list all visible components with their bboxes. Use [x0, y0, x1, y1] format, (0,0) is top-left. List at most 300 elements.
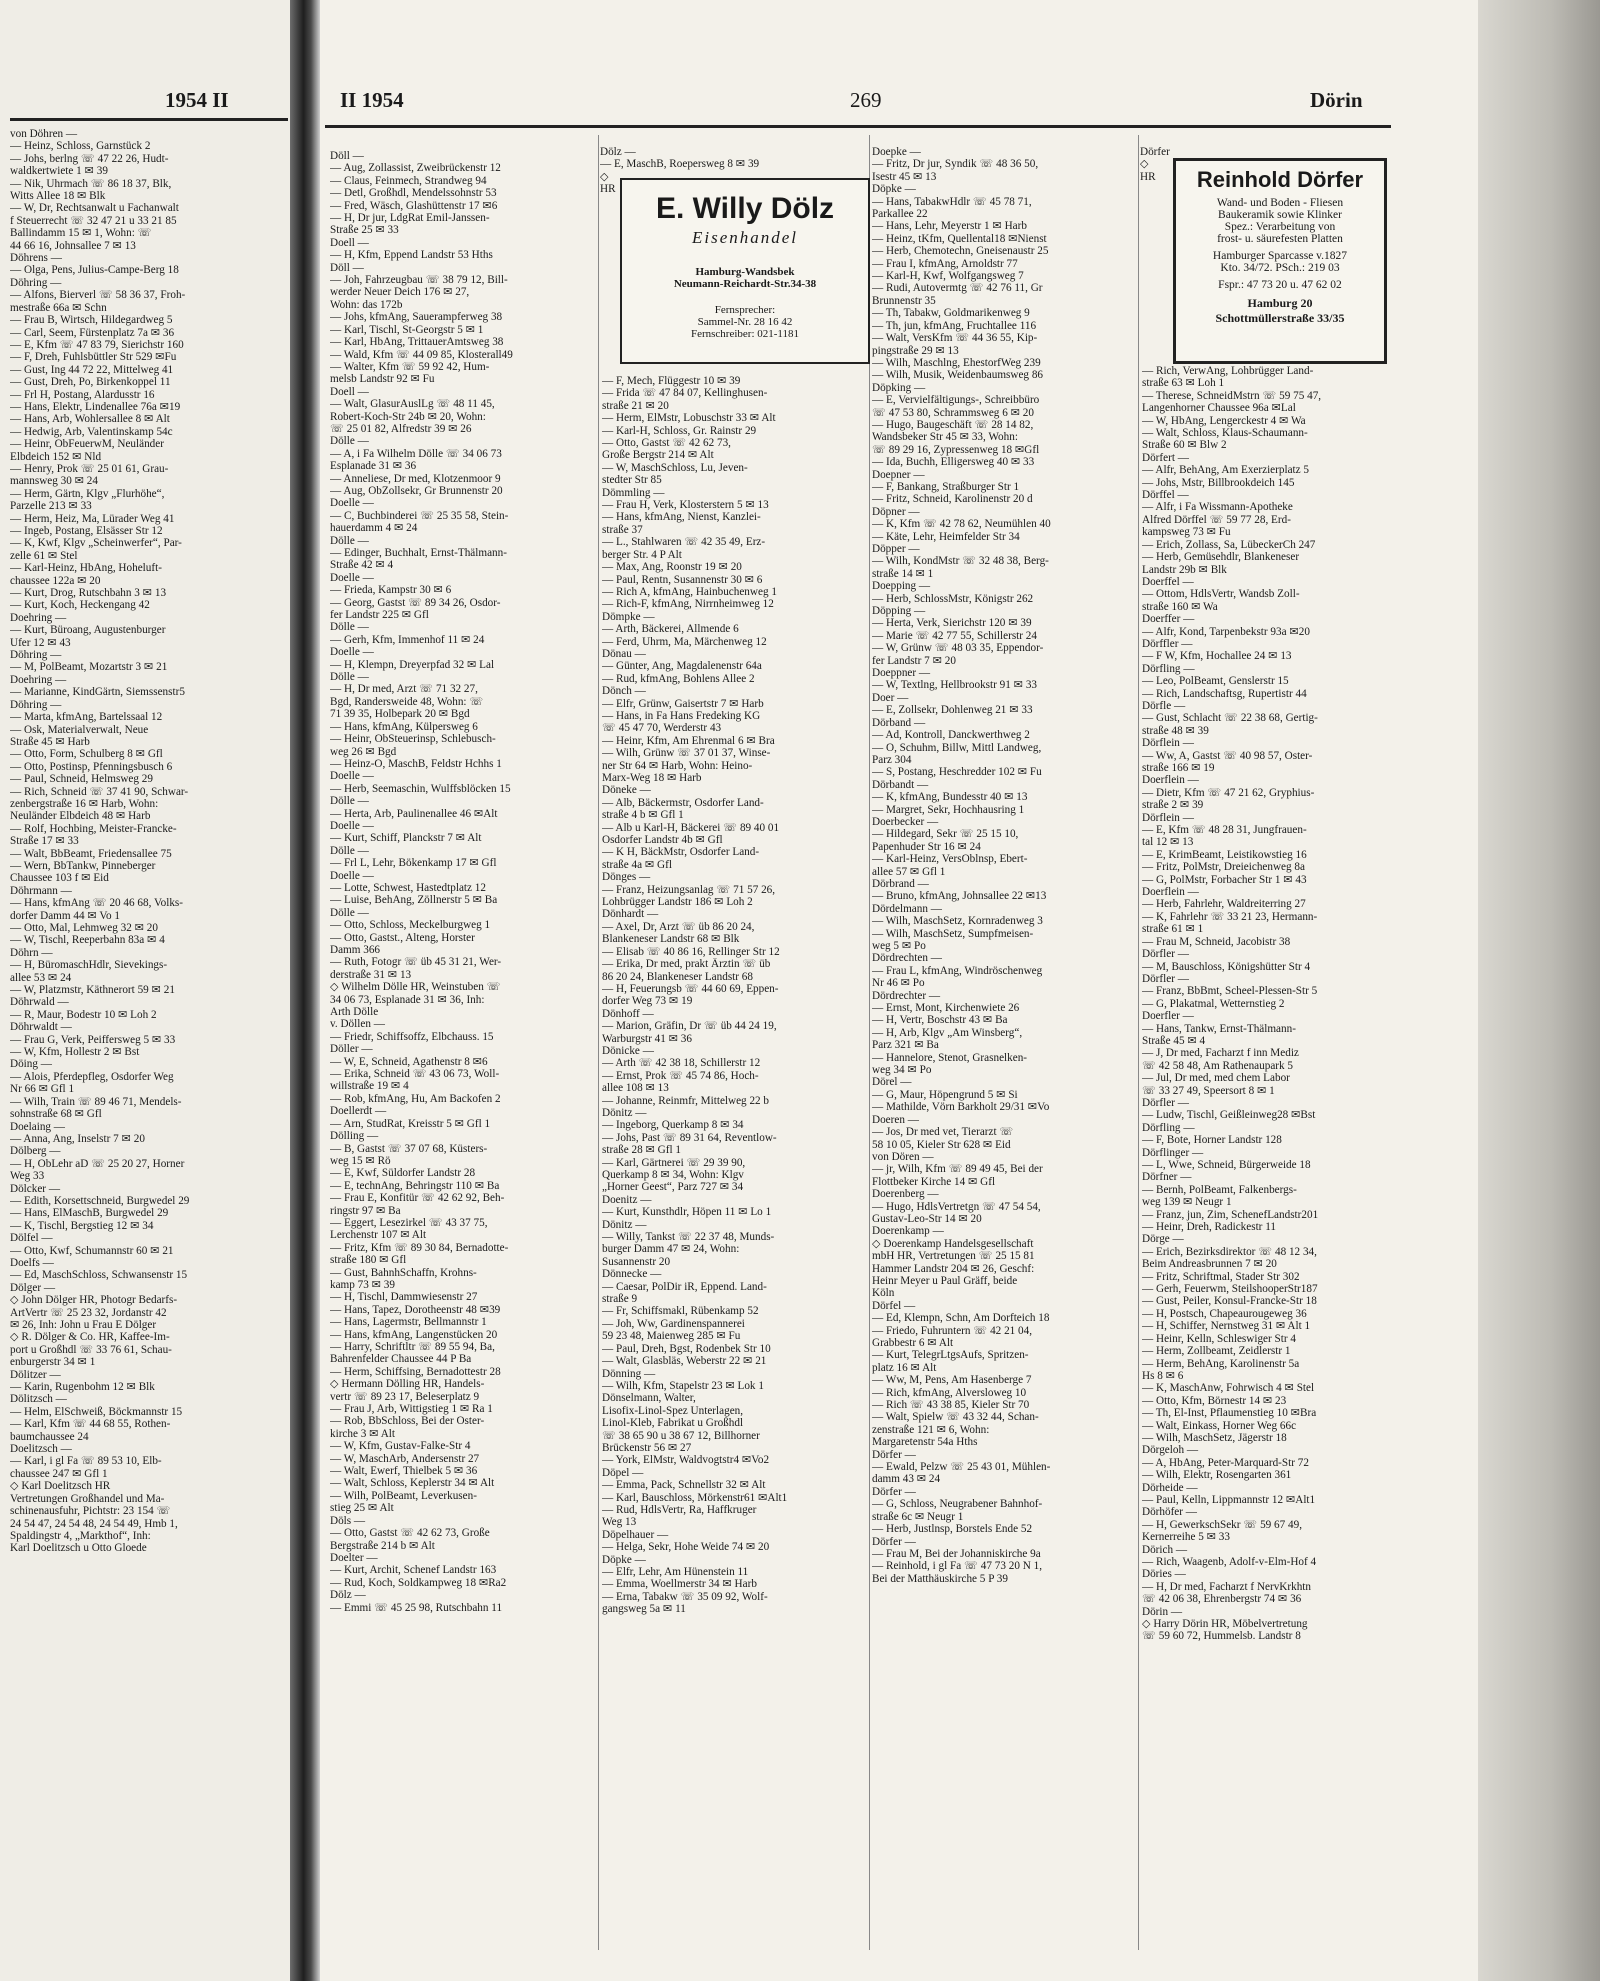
directory-entry-line: burger Damm 47 ✉ 24, Wohn: — [602, 1243, 740, 1256]
directory-entry-line: — Lotte, Schwest, Hastedtplatz 12 — [330, 881, 486, 894]
directory-entry-line: ☏ 25 01 82, Alfredstr 39 ✉ 26 — [330, 422, 472, 435]
directory-entry-line: — Walt, Schloss, Keplerstr 34 ✉ Alt — [330, 1477, 495, 1490]
right-running-head-left: II 1954 — [340, 88, 404, 112]
directory-entry-line: mestraße 66a ✉ Schn — [10, 301, 107, 314]
directory-entry-line: — K, Fahrlehr ☏ 33 21 23, Hermann- — [1142, 910, 1318, 923]
directory-entry-line: Nr 66 ✉ Gfl 1 — [10, 1083, 75, 1096]
directory-entry-line: — Hans, Lagermstr, Bellmannstr 1 — [330, 1316, 487, 1329]
ad-doerfer-street: Schottmüllerstraße 33/35 — [1215, 311, 1345, 325]
directory-entry-line: — Wilh, Elektr, Rosengarten 361 — [1142, 1469, 1292, 1482]
column-4-top — [1140, 146, 1170, 183]
directory-entry-line: — Karl, Kfm ☏ 44 68 55, Rothen- — [10, 1418, 171, 1431]
directory-entry-line: ☏ 45 47 70, Werderstr 43 — [602, 722, 722, 735]
directory-entry-line: Dörfert — — [1142, 451, 1189, 464]
directory-entry-line: — F, Dreh, Fuhlsbüttler Str 529 ✉Fu — [10, 351, 177, 364]
directory-entry-line: Döpelhauer — — [602, 1528, 669, 1541]
directory-entry-line: ☏ 42 58 48, Am Rathenaupark 5 — [1142, 1059, 1294, 1072]
directory-entry-line: — H, Vertr, Boschstr 43 ✉ Ba — [872, 1014, 1008, 1027]
directory-entry-line: Döll — — [330, 150, 364, 162]
directory-entry-line: — Frieda, Kampstr 30 ✉ 6 — [330, 584, 452, 597]
directory-entry-line: straße 166 ✉ 19 — [1142, 762, 1215, 774]
directory-entry-line: — Erika, Dr med, prakt Ärztin ☏ üb — [602, 958, 771, 971]
ad-doerfer-phone: Fspr.: 47 73 20 u. 47 62 02 — [1218, 279, 1342, 291]
directory-entry-line: — Herta, Arb, Paulinenallee 46 ✉Alt — [330, 807, 498, 820]
directory-entry-line: ◇ Hermann Dölling HR, Handels- — [330, 1378, 485, 1391]
directory-entry-line: ◇ R. Dölger & Co. HR, Kaffee-Im- — [10, 1331, 170, 1344]
directory-entry-line: Dörflinger — — [1142, 1146, 1204, 1159]
directory-entry-line: — Aug, Zollassist, Zweibrückenstr 12 — [330, 162, 501, 175]
directory-entry-line: weg 5 ✉ Po — [872, 940, 926, 952]
directory-entry-line: — Walt, BbBeamt, Friedensallee 75 — [10, 847, 172, 860]
directory-entry-line: — Otto, Kfm, Börnestr 14 ✉ 23 — [1142, 1394, 1287, 1407]
directory-entry-line: — Walt, Einkass, Horner Weg 66c — [1142, 1419, 1297, 1432]
directory-entry-line: Bgd, Randersweide 48, Wohn: ☏ — [330, 695, 484, 708]
directory-entry-line: straße 37 — [602, 523, 643, 536]
directory-entry-line: Straße 45 ✉ Harb — [10, 735, 90, 748]
directory-entry-line: Karl Doelitzsch u Otto Gloede — [10, 1542, 147, 1555]
directory-entry-line: — Fritz, PolMstr, Dreieichenweg 8a — [1142, 861, 1305, 874]
directory-entry-line: — Otto, Schloss, Meckelburgweg 1 — [330, 919, 491, 932]
directory-entry-line: Doelle — — [330, 869, 374, 882]
directory-entry-line: berger Str. 4 P Alt — [602, 548, 682, 561]
directory-entry-line: Döpke — — [872, 183, 916, 196]
directory-entry-line: 86 20 24, Blankeneser Landstr 68 — [602, 970, 753, 983]
directory-entry-line: — Hedwig, Arb, Valentinskamp 54c — [10, 425, 173, 438]
directory-entry-line: — Hans, ElMaschB, Burgwedel 29 — [10, 1207, 169, 1220]
directory-entry-line: straße 14 ✉ 1 — [872, 567, 934, 580]
directory-entry-line: — A, HbAng, Peter-Marquard-Str 72 — [1142, 1456, 1309, 1469]
column-2 — [602, 375, 870, 1616]
ad-doerfer-line3: Spez.: Verarbeitung von — [1224, 221, 1336, 233]
directory-entry-line: — Otto, Mal, Lehmweg 32 ✉ 20 — [10, 922, 158, 934]
directory-entry-line: — H, Tischl, Dammwiesenstr 27 — [330, 1291, 478, 1304]
directory-entry-line: — W, MaschSchloss, Lu, Jeven- — [602, 461, 748, 474]
directory-entry-line: straße 28 ✉ Gfl 1 — [602, 1144, 681, 1157]
directory-entry-line: — Herb, Fahrlehr, Waldreiterring 27 — [1142, 898, 1306, 911]
directory-entry-line: — Otto, Gastst., Alteng, Horster — [330, 931, 475, 944]
directory-entry-line: sohnstraße 68 ✉ Gfl — [10, 1108, 102, 1121]
directory-entry-line: Dönitz — — [602, 1218, 647, 1231]
directory-entry-line: Dölitzsch — — [10, 1393, 67, 1406]
directory-entry-line: Dörge — — [1142, 1233, 1184, 1246]
directory-entry-line: — Walter, Kfm ☏ 59 92 42, Hum- — [330, 360, 490, 373]
directory-entry-line: Döpking — — [872, 381, 926, 394]
directory-entry-line: — Herb, Seemaschin, Wulffsblöcken 15 — [330, 782, 511, 795]
directory-entry-line: — Nik, Uhrmach ☏ 86 18 37, Blk, — [10, 177, 172, 190]
directory-entry-line: Esplanade 31 ✉ 36 — [330, 460, 417, 473]
directory-entry-line: — Karl, Gärtnerei ☏ 29 39 90, — [602, 1156, 746, 1169]
directory-entry-line: Bergstraße 214 b ✉ Alt — [330, 1539, 435, 1552]
directory-entry-line: — Hugo, Baugeschäft ☏ 28 14 82, — [872, 418, 1034, 431]
directory-entry-line: — Joh, Fahrzeugbau ☏ 38 79 12, Bill- — [330, 274, 508, 287]
directory-entry-line: Dölitzer — — [10, 1368, 61, 1381]
directory-entry-line: Dölcker — — [10, 1182, 61, 1195]
directory-entry-line: Döhrwaldt — — [10, 1021, 72, 1034]
directory-entry-line: — Kurt, TelegrLtgsAufs, Spritzen- — [872, 1349, 1029, 1362]
directory-entry-line: — Erich, Zollass, Sa, LübeckerCh 247 — [1142, 538, 1316, 551]
directory-entry-line: — Wilh, Maschlng, EhestorfWeg 239 — [872, 356, 1041, 369]
ad-doerfer-city: Hamburg 20 — [1247, 296, 1313, 310]
directory-entry-line: — Wilh, MaschSetz, Kornradenweg 3 — [872, 915, 1043, 928]
directory-entry-line: — Jul, Dr med, med chem Labor — [1142, 1072, 1290, 1085]
directory-entry-line: Osdorfer Landstr 4b ✉ Gfl — [602, 834, 723, 847]
directory-entry-line: — Heinz, Schloss, Garnstück 2 — [10, 140, 151, 153]
directory-entry-line: — Friedr, Schiffsoffz, Elbchauss. 15 — [330, 1030, 494, 1043]
directory-entry-line: — Alfr, Kond, Tarpenbekstr 93a ✉20 — [1142, 625, 1310, 638]
directory-entry-line: — Emma, Pack, Schnellstr 32 ✉ Alt — [602, 1479, 766, 1492]
directory-entry-line: — Frau M, Schneid, Jacobistr 38 — [1142, 935, 1291, 948]
directory-entry-line: Doell — — [330, 385, 369, 398]
directory-entry-line: gangsweg 5a ✉ 11 — [602, 1603, 686, 1616]
directory-entry-line: — Walt, GlasurAuslLg ☏ 48 11 45, — [330, 398, 495, 411]
directory-entry-line: kampsweg 73 ✉ Fu — [1142, 526, 1231, 539]
directory-entry-line: — Rob, BbSchloss, Bei der Oster- — [330, 1415, 485, 1428]
directory-entry-line: Dörfling — — [1142, 662, 1195, 675]
directory-entry-line: mbH HR, Vertretungen ☏ 25 15 81 — [872, 1250, 1035, 1263]
directory-entry-line: — O, Schuhm, Billw, Mittl Landweg, — [872, 741, 1042, 754]
directory-entry-line: — Hans, kfmAng, Langenstücken 20 — [330, 1328, 498, 1341]
directory-entry-line: — jr, Wilh, Kfm ☏ 89 49 45, Bei der — [872, 1163, 1043, 1176]
directory-entry-line: — Karl, Tischl, St-Georgstr 5 ✉ 1 — [330, 323, 484, 336]
directory-entry-line: — Wilh, KondMstr ☏ 32 48 38, Berg- — [872, 555, 1049, 568]
directory-entry-line: — Rich ☏ 43 38 85, Kieler Str 70 — [872, 1399, 1030, 1412]
directory-entry-line: zenbergstraße 16 ✉ Harb, Wohn: — [10, 797, 159, 810]
directory-entry-line: dorfer Weg 73 ✉ 19 — [602, 995, 693, 1008]
directory-entry-line: — W, E, Schneid, Agathenstr 8 ✉6 — [330, 1055, 488, 1068]
directory-entry-line: Döpel — — [602, 1466, 644, 1479]
directory-entry-line: willstraße 19 ✉ 4 — [330, 1080, 409, 1093]
directory-entry-line: f Steuerrecht ☏ 32 47 21 u 33 21 85 — [10, 214, 177, 227]
directory-entry-line: kamp 73 ✉ 39 — [330, 1278, 395, 1291]
directory-entry-line: Ballindamm 15 ✉ 1, Wohn: ☏ — [10, 227, 152, 240]
left-running-head: 1954 II — [165, 88, 229, 112]
directory-entry-line: Brunnenstr 35 — [872, 294, 936, 307]
directory-entry-line: Witts Allee 18 ✉ Blk — [10, 190, 106, 203]
directory-entry-line: — Karl, Bauschloss, Mörkenstr61 ✉Alt1 — [602, 1491, 788, 1504]
directory-entry-line: straße 6c ✉ Neugr 1 — [872, 1510, 964, 1523]
directory-entry-line: Döing — — [10, 1058, 52, 1071]
directory-entry-line: — Gust, Dreh, Po, Birkenkoppel 11 — [10, 376, 171, 389]
directory-entry-line: — H, Schiffer, Nernstweg 31 ✉ Alt 1 — [1142, 1320, 1311, 1333]
directory-entry-line: — E, Kfm ☏ 48 28 31, Jungfrauen- — [1142, 824, 1307, 837]
directory-entry-line: — H, Dr med, Facharzt f NervKrkhtn — [1142, 1580, 1312, 1593]
directory-entry-line: — Marianne, KindGärtn, Siemssenstr5 — [10, 686, 185, 699]
ad-doelz-phone: Sammel-Nr. 28 16 42 — [697, 316, 793, 328]
ad-doelz-phone-label: Fernsprecher: — [714, 304, 776, 316]
directory-entry-line: straße 9 — [602, 1293, 638, 1306]
directory-entry-line: Dörfler — — [1142, 948, 1189, 961]
directory-entry-line: — Wilh, PolBeamt, Leverkusen- — [330, 1489, 477, 1502]
directory-entry-line: — Ewald, Pelzw ☏ 25 43 01, Mühlen- — [872, 1461, 1051, 1474]
directory-entry-line: ☏ 42 06 38, Ehrenbergstr 74 ✉ 36 — [1142, 1593, 1302, 1606]
directory-entry-line: — Otto, Postinsp, Pfenningsbusch 6 — [10, 760, 173, 773]
directory-entry-line: — W, Dr, Rechtsanwalt u Fachanwalt — [10, 202, 179, 215]
directory-entry-line: — F, Mech, Flüggestr 10 ✉ 39 — [602, 375, 741, 387]
directory-entry-line: „Horner Geest“, Parz 727 ✉ 34 — [602, 1181, 744, 1194]
directory-entry-line: — E, technAng, Behringstr 110 ✉ Ba — [330, 1179, 500, 1192]
directory-entry-line: — Hans, Elektr, Lindenallee 76a ✉19 — [10, 400, 181, 413]
directory-entry-line: — L., Stahlwaren ☏ 42 35 49, Erz- — [602, 536, 766, 549]
directory-entry-line: Döneke — — [602, 784, 651, 797]
directory-entry-line: — Bruno, kfmAng, Johnsallee 22 ✉13 — [872, 890, 1047, 903]
directory-entry-line: — H, ObLehr aD ☏ 25 20 27, Horner — [10, 1157, 185, 1170]
directory-entry-line: — Helm, ElSchweiß, Böckmannstr 15 — [10, 1405, 183, 1418]
directory-entry-line: mannsweg 30 ✉ 24 — [10, 475, 98, 488]
directory-entry-line: — L, Wwe, Schneid, Bürgerweide 18 — [1142, 1159, 1311, 1171]
directory-entry-line: — Kurt, Koch, Heckengang 42 — [10, 599, 150, 612]
directory-entry-line: — Herm, Schiffsing, Bernadottestr 28 — [330, 1365, 501, 1378]
directory-entry-line: Döpner — — [872, 505, 920, 518]
directory-entry-line: — Joh, Ww, Gardinenspannerei — [602, 1317, 745, 1330]
directory-entry-line: — Ingeb, Postang, Elsässer Str 12 — [10, 525, 163, 537]
directory-entry-line: zenstraße 121 ✉ 6, Wohn: — [872, 1423, 990, 1436]
directory-entry-line: — Detl, Großhdl, Mendelssohnstr 53 — [330, 187, 497, 200]
directory-entry-line: Dörfle — — [1142, 699, 1186, 712]
directory-entry-line: Alfred Dörffel ☏ 59 77 28, Erd- — [1142, 513, 1291, 526]
directory-entry-line: ☏ 89 29 16, Zypressenweg 18 ✉Gfl — [872, 443, 1040, 456]
directory-entry-line: Dörin — — [1142, 1605, 1183, 1618]
directory-entry-line: — Heinr, Kelln, Schleswiger Str 4 — [1142, 1332, 1296, 1345]
directory-entry-line: — Rich, Schneid ☏ 37 41 90, Schwar- — [10, 785, 189, 798]
directory-entry-line: — Kurt, Schiff, Planckstr 7 ✉ Alt — [330, 832, 482, 845]
directory-entry-line: — E, Kwf, Süldorfer Landstr 28 — [330, 1167, 476, 1180]
directory-entry-line: Dönau — — [602, 647, 646, 660]
directory-entry-line: — Karl-Heinz, HbAng, Hoheluft- — [10, 562, 162, 575]
directory-entry-line: — J, Dr med, Facharzt f inn Mediz — [1142, 1047, 1299, 1060]
directory-entry-line: — H, Feuerungsb ☏ 44 60 69, Eppen- — [602, 982, 779, 995]
directory-entry-line: Blankeneser Landstr 68 ✉ Blk — [602, 933, 740, 946]
directory-entry-line: — Rich-F, kfmAng, Nirrnheimweg 12 — [602, 598, 774, 611]
directory-entry-line: Flottbeker Kirche 14 ✉ Gfl — [872, 1175, 996, 1188]
directory-entry-line: — Rich, kfmAng, Alversloweg 10 — [872, 1386, 1027, 1399]
directory-entry-line: — Hans, Arb, Wohlersallee 8 ✉ Alt — [10, 413, 170, 426]
directory-entry-line: — Paul, Schneid, Helmsweg 29 — [10, 773, 153, 786]
directory-entry-line: zelle 61 ✉ Stel — [10, 549, 78, 562]
directory-entry-line: Papenhuder Str 16 ✉ 24 — [872, 840, 981, 853]
directory-entry-line: — Alfr, i Fa Wissmann-Apotheke — [1142, 501, 1293, 514]
directory-entry-line: — Emma, Woellmerstr 34 ✉ Harb — [602, 1578, 757, 1591]
directory-entry-line: — Frau G, Verk, Peiffersweg 5 ✉ 33 — [10, 1033, 176, 1046]
directory-entry-line: tal 12 ✉ 13 — [1142, 836, 1194, 849]
directory-entry-line: — Axel, Dr, Arzt ☏ üb 86 20 24, — [602, 920, 755, 933]
directory-entry-line: — Johs, kfmAng, Sauerampferweg 38 — [330, 311, 503, 324]
directory-entry-line: Dördrechter — — [872, 989, 941, 1002]
directory-entry-line: — Johanne, Reinmfr, Mittelweg 22 b — [602, 1094, 770, 1107]
directory-entry-line: ◇ John Dölger HR, Photogr Bedarfs- — [10, 1294, 178, 1307]
directory-entry-line: Döhring — — [10, 276, 62, 289]
directory-entry-line: HR — [600, 183, 616, 196]
directory-entry-line: Dörfler — — [1142, 972, 1189, 985]
directory-entry-line: stieg 25 ✉ Alt — [330, 1502, 394, 1515]
directory-entry-line: — E, Zollsekr, Dohlenweg 21 ✉ 33 — [872, 704, 1033, 717]
directory-entry-line: Isestr 45 ✉ 13 — [872, 170, 937, 183]
directory-entry-line: — Walt, VersKfm ☏ 44 36 55, Kip- — [872, 332, 1038, 345]
directory-entry-line: Dönhardt — — [602, 908, 659, 921]
directory-entry-line: Doelle — — [330, 571, 374, 584]
directory-entry-line: straße 61 ✉ 1 — [1142, 923, 1204, 936]
ad-doerfer — [1173, 158, 1387, 364]
directory-entry-line: — Heinr, ObSteuerinsp, Schlebusch- — [330, 733, 496, 746]
directory-entry-line: — Ottom, HdlsVertr, Wandsb Zoll- — [1142, 588, 1300, 601]
directory-entry-line: — M, PolBeamt, Mozartstr 3 ✉ 21 — [10, 661, 168, 674]
directory-entry-line: Brückenstr 56 ✉ 27 — [602, 1441, 692, 1454]
directory-entry-line: Ufer 12 ✉ 43 — [10, 636, 71, 649]
directory-entry-line: ner Str 64 ✉ Harb, Wohn: Heino- — [602, 759, 753, 772]
running-head: Dörin — [1310, 88, 1363, 112]
directory-entry-line: Doellerdt — — [330, 1105, 387, 1118]
directory-entry-line: — W, HbAng, Lengerckestr 4 ✉ Wa — [1142, 414, 1306, 427]
directory-entry-line: baumchaussee 24 — [10, 1430, 89, 1443]
directory-entry-line: Dörel — — [872, 1076, 912, 1089]
directory-entry-line: Doerbecker — — [872, 815, 939, 828]
directory-entry-line: Döhring — — [10, 698, 62, 711]
directory-entry-line: Dölfel — — [10, 1232, 53, 1245]
directory-entry-line: Döller — — [330, 1043, 373, 1056]
directory-entry-line: Doerffel — — [1142, 575, 1194, 588]
directory-entry-line: Doeppner — — [872, 667, 931, 680]
directory-entry-line: — Wilh, Grünw ☏ 37 01 37, Winse- — [602, 747, 771, 760]
directory-entry-line: Wohn: das 172b — [330, 298, 403, 311]
directory-entry-line: 34 06 73, Esplanade 31 ✉ 36, Inh: — [330, 993, 485, 1006]
directory-entry-line: Dönhoff — — [602, 1007, 654, 1020]
directory-entry-line: — Georg, Gastst ☏ 89 34 26, Osdor- — [330, 596, 501, 609]
directory-entry-line: — Claus, Feinmech, Strandweg 94 — [330, 174, 487, 187]
directory-entry-line: — W, Kfm, Hollestr 2 ✉ Bst — [10, 1046, 140, 1059]
directory-entry-line: — H, Kfm, Eppend Landstr 53 Hths — [330, 249, 493, 262]
directory-entry-line: Doelaing — — [10, 1120, 65, 1133]
directory-entry-line: Döpping — — [872, 605, 926, 618]
directory-entry-line: — Leo, PolBeamt, Genslerstr 15 — [1142, 675, 1289, 688]
directory-entry-line: Straße 42 ✉ 4 — [330, 559, 394, 572]
directory-entry-line: — Marta, kfmAng, Bartelssaal 12 — [10, 711, 163, 724]
directory-entry-line: schinenausfuhr, Pichtstr: 23 154 ☏ — [10, 1505, 171, 1518]
directory-entry-line: — Frau I, kfmAng, Arnoldstr 77 — [872, 257, 1018, 270]
directory-entry-line: — C, Buchbinderei ☏ 25 35 58, Stein- — [330, 509, 509, 522]
directory-entry-line: Döhring — — [10, 649, 62, 662]
header-rule-left — [10, 118, 288, 121]
directory-entry-line: — Emmi ☏ 45 25 98, Rutschbahn 11 — [330, 1601, 503, 1614]
directory-entry-line: ArtVertr ☏ 25 23 32, Jordanstr 42 — [10, 1306, 167, 1319]
directory-entry-line: Köln — [872, 1287, 895, 1300]
directory-entry-line: — Wald, Kfm ☏ 44 09 85, Klosterall49 — [330, 348, 513, 361]
directory-entry-line: — Hildegard, Sekr ☏ 25 15 10, — [872, 828, 1019, 841]
directory-entry-line: straße 48 ✉ 39 — [1142, 724, 1209, 737]
ad-doerfer-line4: frost- u. säurefesten Platten — [1217, 233, 1343, 245]
directory-entry-line: — Herb, Chemotechn, Gneisenaustr 25 — [872, 245, 1049, 258]
directory-entry-line: — Frl L, Lehr, Bökenkamp 17 ✉ Gfl — [330, 857, 497, 870]
directory-entry-line: 58 10 05, Kieler Str 628 ✉ Eid — [872, 1138, 1011, 1151]
directory-entry-line: — Herb, SchlossMstr, Königstr 262 — [872, 592, 1034, 605]
directory-entry-line: ◇ — [600, 170, 609, 183]
directory-entry-line: — Ww, M, Pens, Am Hasenberge 7 — [872, 1374, 1032, 1387]
directory-entry-line: port u Großhdl ☏ 33 76 61, Schau- — [10, 1343, 172, 1356]
directory-entry-line: ringstr 97 ✉ Ba — [330, 1204, 401, 1217]
directory-entry-line: Bahrenfelder Chaussee 44 P Ba — [330, 1353, 472, 1366]
directory-entry-line: Dörfner — — [1142, 1171, 1192, 1184]
directory-entry-line: Weg 33 — [10, 1170, 45, 1183]
directory-entry-line: — Fritz, Dr jur, Syndik ☏ 48 36 50, — [872, 158, 1039, 171]
directory-entry-line: melsb Landstr 92 ✉ Fu — [330, 373, 435, 386]
column-1 — [330, 150, 598, 1614]
directory-entry-line: werder Neuer Deich 176 ✉ 27, — [330, 286, 470, 299]
ad-doerfer-bank2: Kto. 34/72. PSch.: 219 03 — [1220, 262, 1340, 274]
directory-entry-line: Dörfer — — [872, 1485, 916, 1498]
directory-entry-line: Dörfler — — [1142, 1096, 1189, 1109]
directory-entry-line: — Gust, Ing 44 72 22, Mittelweg 41 — [10, 363, 174, 376]
directory-entry-line: — R, Maur, Bodestr 10 ✉ Loh 2 — [10, 1008, 157, 1021]
directory-entry-line: — Herb, Justlnsp, Borstels Ende 52 — [872, 1523, 1033, 1536]
directory-entry-line: — Rud, kfmAng, Bohlens Allee 2 — [602, 672, 755, 685]
directory-entry-line: — Rich A, kfmAng, Hainbuchenweg 1 — [602, 585, 777, 598]
directory-entry-line: — G, Schloss, Neugrabener Bahnhof- — [872, 1498, 1043, 1511]
directory-entry-line: Bei der Matthäuskirche 5 P 39 — [872, 1572, 1008, 1585]
directory-entry-line: Dördrechten — — [872, 952, 942, 965]
column-separator — [869, 135, 870, 1950]
directory-entry-line: 71 39 35, Holbepark 20 ✉ Bgd — [330, 708, 470, 721]
directory-entry-line: — Ad, Kontroll, Danckwerthweg 2 — [872, 729, 1030, 742]
directory-entry-line: — W, MaschArb, Andersenstr 27 — [330, 1452, 480, 1465]
ad-doerfer-line1: Wand- und Boden - Fliesen — [1216, 197, 1344, 209]
directory-entry-line: Dörffler — — [1142, 637, 1193, 650]
directory-entry-line: — Wilh, MaschSetz, Sumpfmeisen- — [872, 927, 1034, 940]
directory-entry-line: Kernerreihe 5 ✉ 33 — [1142, 1531, 1230, 1544]
directory-entry-line: v. Döllen — — [330, 1018, 385, 1031]
directory-entry-line: Doerenkamp — — [872, 1225, 944, 1238]
ad-doelz-telex: Fernschreiber: 021-1181 — [690, 328, 800, 340]
directory-entry-line: — Helga, Sekr, Hohe Weide 74 ✉ 20 — [602, 1541, 770, 1554]
directory-entry-line: — H, Klempn, Dreyerpfad 32 ✉ Lal — [330, 658, 495, 671]
directory-entry-line: — Karl-Heinz, VersOblnsp, Ebert- — [872, 853, 1028, 866]
directory-entry-line: — G, PolMstr, Forbacher Str 1 ✉ 43 — [1142, 873, 1307, 886]
directory-entry-line: Weg 13 — [602, 1516, 637, 1529]
directory-entry-line: weg 139 ✉ Neugr 1 — [1142, 1196, 1232, 1209]
directory-entry-line: — Rolf, Hochbing, Meister-Francke- — [10, 822, 177, 835]
directory-entry-line: — Herm, ElMstr, Lobuschstr 33 ✉ Alt — [602, 412, 776, 425]
directory-entry-line: Doelfs — — [10, 1256, 54, 1269]
directory-entry-line: — K, Tischl, Bergstieg 12 ✉ 34 — [10, 1219, 154, 1232]
directory-entry-line: Warburgstr 41 ✉ 36 — [602, 1032, 692, 1045]
directory-entry-line: Dölle — — [330, 534, 369, 547]
directory-entry-line: — Osk, Materialverwalt, Neue — [10, 723, 149, 736]
directory-entry-line: — E, Vervielfältigungs-, Schreibbüro — [872, 394, 1040, 407]
directory-entry-line: — Ingeborg, Querkamp 8 ✉ 34 — [602, 1119, 744, 1132]
directory-entry-line: Marx-Weg 18 ✉ Harb — [602, 772, 702, 784]
directory-entry-line: — Frau H, Verk, Klosterstern 5 ✉ 13 — [602, 499, 769, 512]
directory-entry-line: — E, KrimBeamt, Leistikowstieg 16 — [1142, 848, 1307, 861]
directory-entry-line: Doerflein — — [1142, 886, 1199, 899]
directory-entry-line: Lisofix-Linol-Spez Unterlagen, — [602, 1404, 744, 1417]
directory-entry-line: — Gerh, Kfm, Immenhof 11 ✉ 24 — [330, 633, 485, 646]
directory-entry-line: Chaussee 103 f ✉ Eid — [10, 872, 109, 885]
directory-entry-line: — Karl-H, Kwf, Wolfgangsweg 7 — [872, 270, 1024, 283]
directory-entry-line: Dönges — — [602, 871, 651, 884]
directory-entry-line: Dörfel — — [872, 1299, 916, 1312]
directory-entry-line: — W, Textlng, Hellbrookstr 91 ✉ 33 — [872, 679, 1038, 692]
directory-entry-line: — Ernst, Mont, Kirchenwiete 26 — [872, 1002, 1020, 1015]
directory-entry-line: — Walt, Glasbläs, Weberstr 22 ✉ 21 — [602, 1355, 767, 1368]
column-separator — [598, 135, 599, 1950]
directory-entry-line: straße 63 ✉ Loh 1 — [1142, 377, 1225, 390]
directory-entry-line: Doelle — — [330, 646, 374, 659]
directory-entry-line: — W, Platzmstr, Käthnerort 59 ✉ 21 — [10, 984, 175, 997]
directory-entry-line: — W, Tischl, Reeperbahn 83a ✉ 4 — [10, 934, 165, 947]
directory-entry-line: Lerchenstr 107 ✉ Alt — [330, 1229, 427, 1242]
directory-entry-line: ✉ 26, Inh: John u Frau E Dölger — [10, 1319, 157, 1331]
directory-entry-line: Wandsbeker Str 45 ✉ 33, Wohn: — [872, 431, 1018, 444]
directory-entry-line: — Erna, Tabakw ☏ 35 09 92, Wolf- — [602, 1590, 768, 1603]
directory-entry-line: straße 160 ✉ Wa — [1142, 600, 1218, 613]
directory-entry-line: — A, i Fa Wilhelm Dölle ☏ 34 06 73 — [330, 447, 502, 460]
